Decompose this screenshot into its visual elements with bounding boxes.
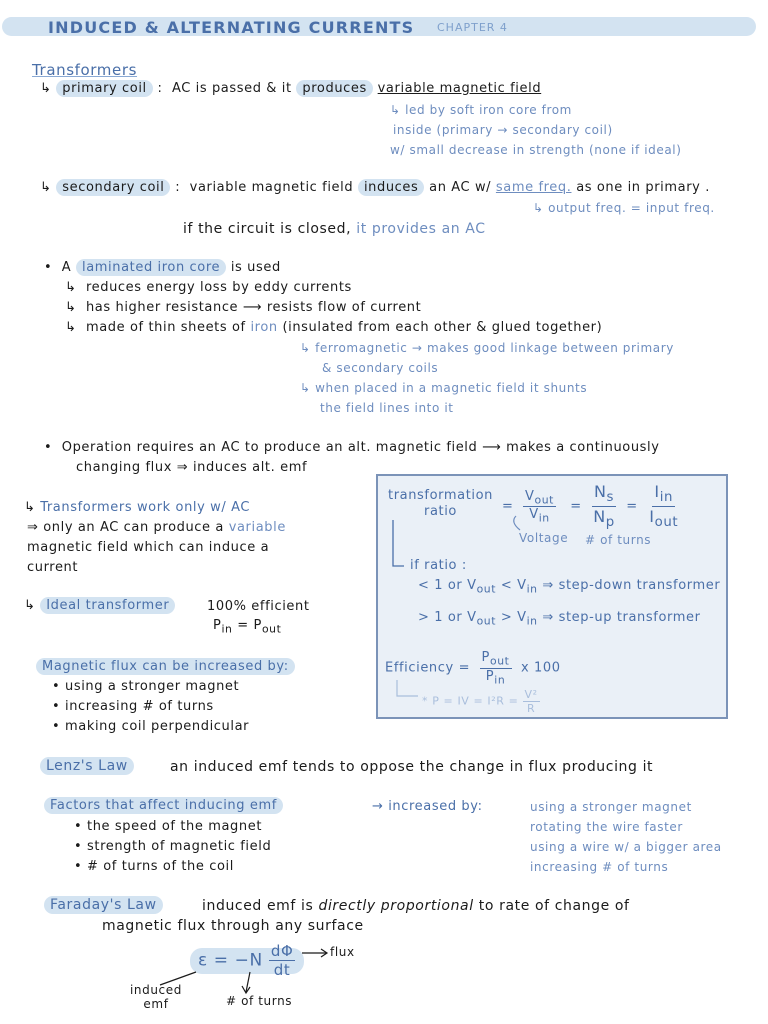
iron-text: iron bbox=[250, 320, 278, 335]
core-sub-2a: ↳ when placed in a magnetic field it shunts bbox=[300, 381, 588, 395]
dphi-dt bbox=[269, 942, 296, 979]
eq-p: P bbox=[213, 618, 222, 633]
secondary-note: ↳ output freq. = input freq. bbox=[533, 201, 715, 215]
lenz-label: Lenz's Law bbox=[40, 757, 134, 775]
primary-coil-line bbox=[40, 81, 541, 96]
provides-text: it provides an AC bbox=[356, 221, 486, 237]
core-item-text: (insulated from each other & glued together) bbox=[282, 320, 603, 335]
arrow-glyph: ↳ bbox=[40, 81, 52, 96]
flux-item: • increasing # of turns bbox=[52, 699, 214, 714]
increase-item: increasing # of turns bbox=[530, 860, 669, 874]
sub: s bbox=[606, 490, 615, 506]
colon: : bbox=[175, 180, 181, 195]
faraday-emphasis: directly proportional bbox=[318, 898, 474, 914]
factor-item: • strength of magnetic field bbox=[74, 839, 272, 854]
step-down-line bbox=[418, 578, 720, 596]
operator: > bbox=[500, 610, 513, 625]
sub: in bbox=[538, 511, 550, 525]
power-formula bbox=[422, 688, 540, 715]
flux-label: flux bbox=[330, 945, 355, 959]
factors-label: Factors that affect inducing emf bbox=[44, 797, 283, 814]
v-symbol: V bbox=[529, 507, 539, 523]
bullet: • bbox=[44, 440, 53, 455]
n-symbol: N bbox=[593, 507, 606, 527]
closed-text: if the circuit is closed, bbox=[183, 221, 352, 237]
p-symbol: P bbox=[481, 650, 490, 665]
v-symbol: V bbox=[467, 578, 477, 593]
core-item-text: reduces energy loss by eddy currents bbox=[85, 280, 352, 295]
eq-equals: = bbox=[502, 499, 514, 515]
primary-coil-label: primary coil bbox=[56, 80, 153, 97]
turns-note: # of turns bbox=[585, 533, 652, 547]
step-down-text: ⇒ step-down transformer bbox=[542, 578, 721, 593]
sub: in bbox=[494, 673, 506, 687]
secondary-coil-label: secondary coil bbox=[56, 179, 170, 196]
current-fraction bbox=[647, 482, 680, 531]
variable-text: variable bbox=[228, 520, 286, 535]
operator: < bbox=[500, 578, 513, 593]
colon: : bbox=[157, 81, 163, 96]
n-symbol: N bbox=[593, 482, 607, 501]
ratio-equation bbox=[502, 482, 680, 531]
lenz-text: an induced emf tends to oppose the change in flux producing it bbox=[170, 759, 654, 775]
power-formula-text: * P = IV = I²R = bbox=[422, 694, 519, 708]
arrow-glyph: ↳ bbox=[24, 500, 36, 515]
eq-equals: = bbox=[570, 499, 582, 515]
primary-note-3: w/ small decrease in strength (none if ideal) bbox=[390, 143, 682, 157]
flux-increase-heading: Magnetic flux can be increased by: bbox=[36, 658, 295, 675]
induced-text: induced bbox=[130, 983, 182, 997]
v-symbol: V bbox=[517, 578, 527, 593]
sub: in bbox=[526, 582, 538, 596]
chapter-label: CHAPTER 4 bbox=[437, 21, 508, 34]
turns-arrowhead bbox=[242, 986, 250, 993]
core-item-3 bbox=[65, 320, 602, 335]
sub: out bbox=[654, 515, 679, 531]
p-symbol: P bbox=[485, 668, 495, 684]
ac-only-line-3: current bbox=[27, 560, 79, 575]
faraday-equation bbox=[198, 942, 295, 979]
core-sub-1b: & secondary coils bbox=[322, 361, 439, 375]
if-ratio: if ratio : bbox=[410, 558, 467, 573]
faraday-line-1 bbox=[202, 898, 630, 914]
faraday-text: induced emf is bbox=[202, 898, 314, 914]
arrow-glyph: ↳ bbox=[65, 320, 77, 335]
bullet: • bbox=[44, 260, 53, 275]
v2: V² bbox=[524, 688, 538, 701]
flux-item: • using a stronger magnet bbox=[52, 679, 240, 694]
arrow-glyph: ↳ bbox=[24, 598, 36, 613]
dt: dt bbox=[273, 961, 291, 979]
v-symbol: V bbox=[467, 610, 477, 625]
factor-item: • the speed of the magnet bbox=[74, 819, 263, 834]
laminated-core-label: laminated iron core bbox=[76, 259, 226, 276]
secondary-text-3: as one in primary bbox=[576, 180, 701, 195]
operation-line-1 bbox=[44, 440, 660, 455]
faraday-label: Faraday's Law bbox=[44, 896, 163, 914]
eq-equals: = bbox=[626, 499, 638, 515]
secondary-text-2: an AC w/ bbox=[429, 180, 492, 195]
sub: out bbox=[534, 493, 555, 507]
core-item-2 bbox=[65, 300, 421, 315]
ratio-condition: < 1 or bbox=[418, 578, 463, 593]
variable-field-text: variable magnetic field bbox=[377, 81, 542, 96]
r: R bbox=[526, 702, 536, 716]
v-symbol: V bbox=[517, 610, 527, 625]
ac-only-heading: Transformers work only w/ AC bbox=[40, 500, 251, 515]
ideal-line bbox=[24, 598, 175, 613]
flux-arrowhead bbox=[321, 949, 327, 957]
sub: in bbox=[659, 490, 674, 506]
transformation-ratio-label bbox=[388, 488, 493, 520]
secondary-text-1: variable magnetic field bbox=[189, 180, 354, 195]
same-freq-text: same freq. bbox=[495, 180, 572, 195]
voltage-note: Voltage bbox=[519, 531, 569, 545]
primary-text: AC is passed & it bbox=[171, 81, 292, 96]
i-symbol: I bbox=[654, 482, 660, 501]
faraday-line-2: magnetic flux through any surface bbox=[102, 918, 364, 934]
arrow-glyph: ↳ bbox=[65, 300, 77, 315]
operation-text: Operation requires an AC to produce an alt. magnetic field ⟶ makes a continuously bbox=[61, 440, 660, 455]
core-used: is used bbox=[230, 260, 281, 275]
faraday-text: to rate of change of bbox=[478, 898, 630, 914]
core-item-text: made of thin sheets of bbox=[85, 320, 246, 335]
produces-highlight: produces bbox=[296, 80, 372, 97]
sub: out bbox=[476, 614, 497, 628]
eq-sub: out bbox=[261, 622, 282, 636]
ac-only-line-2: magnetic field which can induce a bbox=[27, 540, 270, 555]
step-up-line bbox=[418, 610, 701, 628]
sub: p bbox=[605, 515, 615, 531]
ideal-efficient: 100% efficient bbox=[207, 599, 310, 614]
core-item-1 bbox=[65, 280, 352, 295]
i-symbol: I bbox=[649, 507, 655, 527]
factor-item: • # of turns of the coil bbox=[74, 859, 234, 874]
sub: out bbox=[476, 582, 497, 596]
transformers-heading: Transformers bbox=[32, 61, 138, 79]
arrow-glyph: ↳ bbox=[40, 180, 52, 195]
induced-emf-label bbox=[130, 983, 182, 1011]
factors-arrow-text: → increased by: bbox=[372, 799, 483, 814]
secondary-dot: . bbox=[705, 180, 710, 195]
v2-over-r bbox=[523, 688, 540, 715]
ratio-label-line: transformation bbox=[388, 488, 493, 503]
induces-highlight: induces bbox=[358, 179, 424, 196]
efficiency-line bbox=[385, 650, 561, 686]
times-100: x 100 bbox=[521, 660, 561, 676]
turns-fraction bbox=[591, 482, 617, 531]
ac-only-line-1 bbox=[27, 520, 286, 535]
secondary-coil-line bbox=[40, 180, 710, 195]
efficiency-fraction bbox=[480, 650, 512, 686]
operation-line-2: changing flux ⇒ induces alt. emf bbox=[76, 460, 308, 475]
core-sub-1a: ↳ ferromagnetic → makes good linkage between primary bbox=[300, 341, 674, 355]
ac-only-text: ⇒ only an AC can produce a bbox=[27, 520, 224, 535]
emf-symbol: ε = −N bbox=[198, 950, 263, 971]
eq-sub: in bbox=[221, 622, 233, 636]
sub: in bbox=[526, 614, 538, 628]
step-up-text: ⇒ step-up transformer bbox=[542, 610, 701, 625]
ac-only-heading-line bbox=[24, 500, 250, 515]
eq-equals: = bbox=[458, 660, 471, 676]
increase-item: rotating the wire faster bbox=[530, 820, 683, 834]
v-symbol: V bbox=[524, 488, 535, 504]
increase-item: using a stronger magnet bbox=[530, 800, 692, 814]
increase-item: using a wire w/ a bigger area bbox=[530, 840, 722, 854]
core-item-text: has higher resistance ⟶ resists flow of current bbox=[85, 300, 422, 315]
voltage-fraction bbox=[523, 489, 556, 525]
arrow-glyph: ↳ bbox=[65, 280, 77, 295]
eq-p: P bbox=[253, 618, 262, 633]
ideal-equation bbox=[213, 618, 282, 636]
ratio-label-line: ratio bbox=[424, 504, 457, 519]
emf-text: emf bbox=[143, 997, 169, 1011]
dphi: dΦ bbox=[270, 942, 294, 960]
core-line bbox=[44, 260, 281, 275]
flux-item: • making coil perpendicular bbox=[52, 719, 250, 734]
primary-note-1: ↳ led by soft iron core from bbox=[390, 103, 572, 117]
efficiency-label: Efficiency bbox=[385, 660, 454, 676]
ideal-transformer-label: Ideal transformer bbox=[40, 597, 175, 614]
primary-note-2: inside (primary → secondary coil) bbox=[393, 123, 613, 137]
closed-circuit-line bbox=[183, 221, 486, 237]
page-title: INDUCED & ALTERNATING CURRENTS bbox=[48, 18, 415, 37]
core-sub-2b: the field lines into it bbox=[320, 401, 454, 415]
eq-equals: = bbox=[237, 618, 249, 633]
sub: out bbox=[489, 654, 510, 668]
turns-label: # of turns bbox=[226, 994, 293, 1008]
ratio-condition: > 1 or bbox=[418, 610, 463, 625]
core-a: A bbox=[61, 260, 72, 275]
